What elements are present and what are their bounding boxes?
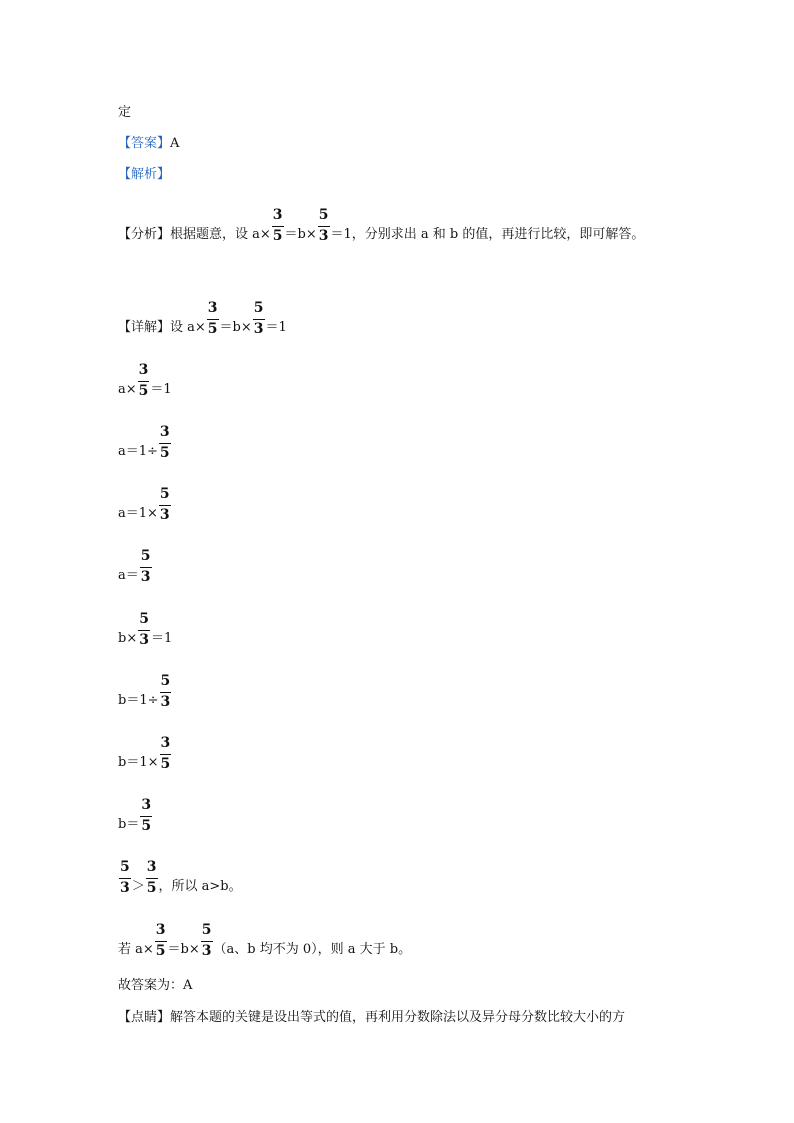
fraction-5-3: $\frac{5}{3}$ (318, 207, 329, 244)
fraction-5-3: $\frac{5}{3}$ (160, 673, 171, 710)
fraction-3-5: $\frac{3}{5}$ (159, 424, 170, 461)
text: 设 a× (170, 320, 206, 335)
step-line (118, 671, 172, 709)
final-answer-line (118, 978, 192, 994)
conclusion-line (118, 920, 411, 958)
fraction-3-5: $\frac{3}{5}$ (141, 797, 152, 834)
dianjing-line (118, 1010, 625, 1026)
analysis-tag: 【解析】 (118, 167, 171, 182)
text: ＞ (131, 879, 145, 894)
compare-line (118, 857, 242, 895)
dianjing-tag: 【点睛】 (118, 1010, 171, 1025)
answer-value: A (170, 136, 180, 151)
text: b＝1÷ (118, 693, 159, 708)
fraction-5-3: $\frac{5}{3}$ (201, 922, 212, 959)
text: ＝b× (219, 320, 252, 335)
fraction-3-5: $\frac{3}{5}$ (272, 207, 283, 244)
analysis-header (118, 167, 170, 183)
text-line (118, 105, 131, 121)
text: a＝ (118, 568, 139, 583)
step-line (118, 795, 153, 833)
fraction-3-5: $\frac{3}{5}$ (155, 922, 166, 959)
step-line (118, 733, 172, 771)
answer-line (118, 136, 179, 152)
fraction-3-5: $\frac{3}{5}$ (138, 362, 149, 399)
step-line (118, 484, 172, 522)
xiangjie-tag: 【详解】 (118, 320, 171, 335)
text: ＝b× (284, 227, 317, 242)
text: ＝b× (167, 942, 200, 957)
text: 定 (118, 105, 132, 120)
step-line (118, 360, 172, 398)
text: ＝1，分别求出 a 和 b 的值，再进行比较，即可解答。 (330, 227, 645, 242)
fraction-5-3: $\frac{5}{3}$ (139, 611, 149, 648)
text: a＝1÷ (118, 444, 158, 459)
step-line (118, 422, 172, 460)
answer-tag: 【答案】 (118, 136, 171, 151)
text: a× (118, 382, 137, 397)
text: ＝1 (150, 631, 173, 646)
text: 若 a× (118, 942, 154, 957)
step-line (118, 609, 172, 647)
text: b＝1× (118, 755, 159, 770)
fraction-3-5: $\frac{3}{5}$ (146, 859, 157, 896)
fenxi-tag: 【分析】 (118, 227, 171, 242)
text: a＝1× (118, 506, 158, 521)
fraction-5-3: $\frac{5}{3}$ (120, 859, 130, 896)
text: ＝1 (265, 320, 287, 335)
text: b＝ (118, 817, 140, 832)
text: b× (118, 631, 138, 646)
text: ＝1 (150, 382, 172, 397)
fenxi-line (118, 205, 644, 243)
text: （a、b 均不为 0），则 a 大于 b。 (213, 942, 412, 957)
text: ，所以 a>b。 (158, 879, 242, 894)
xiangjie-line (118, 298, 287, 336)
fraction-5-3: $\frac{5}{3}$ (159, 486, 170, 523)
fraction-5-3: $\frac{5}{3}$ (140, 548, 151, 585)
fraction-3-5: $\frac{3}{5}$ (207, 300, 218, 337)
text: 根据题意，设 a× (170, 227, 271, 242)
text: 解答本题的关键是设出等式的值，再利用分数除法以及异分母分数比较大小的方 (170, 1010, 626, 1025)
step-line (118, 546, 153, 584)
fraction-3-5: $\frac{3}{5}$ (160, 735, 171, 772)
fraction-5-3: $\frac{5}{3}$ (253, 300, 264, 337)
text: 故答案为：A (118, 978, 193, 993)
